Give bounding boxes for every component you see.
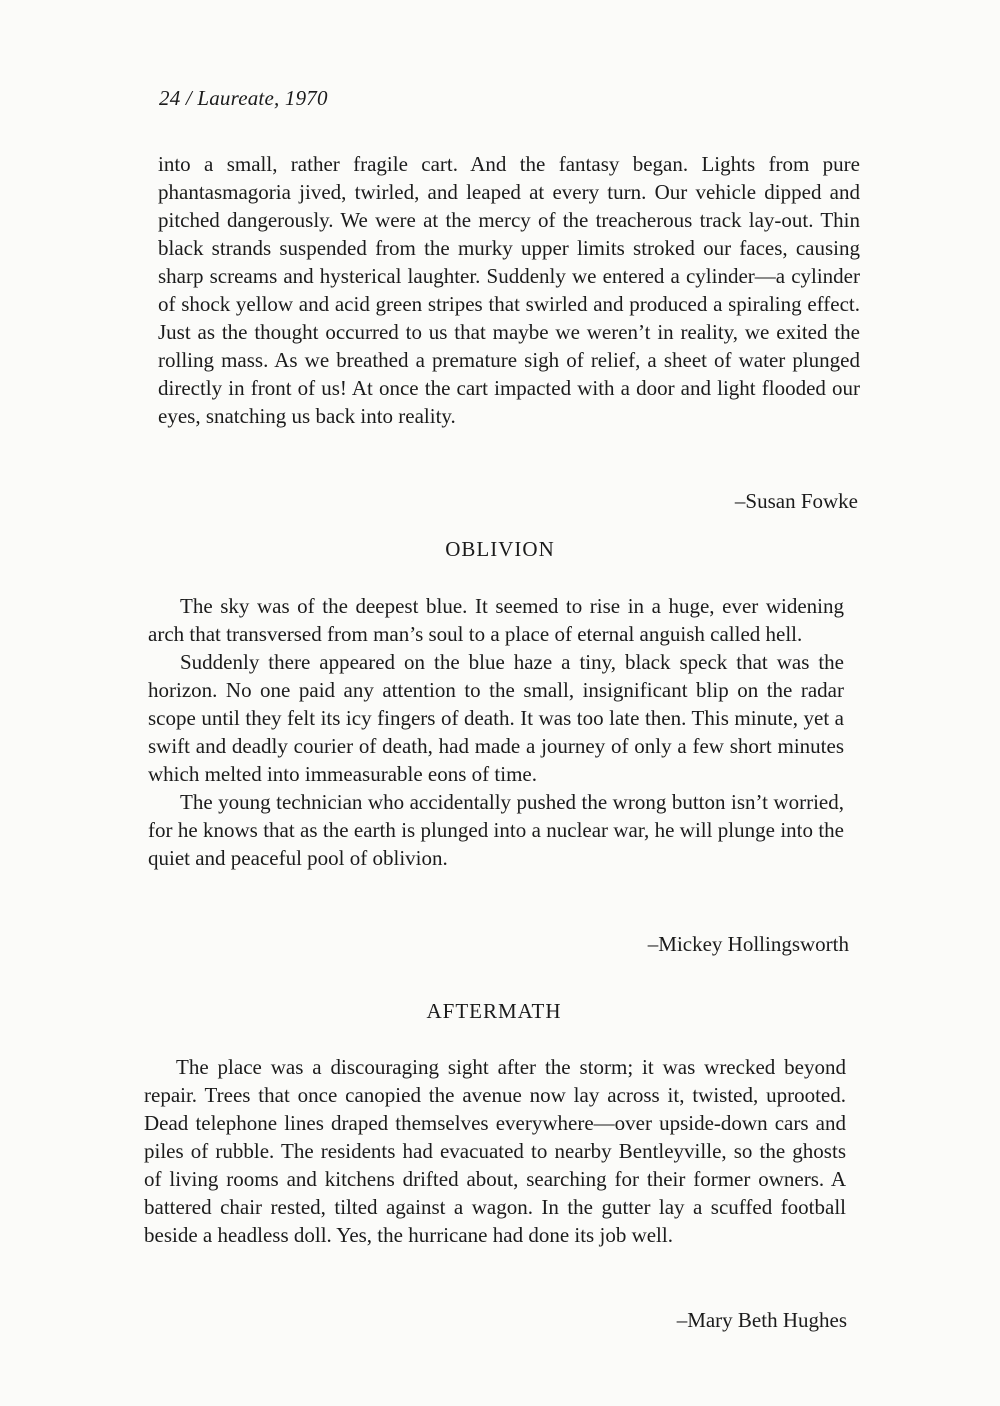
oblivion-paragraph-1: The sky was of the deepest blue. It seemed to rise in a huge, ever widening arch that transversed from man’s soul to a place of eternal anguish called hell. bbox=[148, 594, 844, 646]
continuation-paragraph: into a small, rather fragile cart. And the fantasy began. Lights from pure phantasmagoria jived, twirled, and leaped at every turn. Our vehicle dipped and pitched dangerously. We were at the mercy of the treacherous track lay-out. Thin black strands suspended from the murky upper limits stroked our faces, causing sharp screams and hysterical laughter. Suddenly we entered a cylinder—a cylinder of shock yellow and acid green stripes that swirled and produced a spiraling effect. Just as the thought occurred to us that maybe we weren’t in reality, we exited the rolling mass. As we breathed a premature sigh of relief, a sheet of water plunged directly in front of us! At once the cart impacted with a door and light flooded our eyes, snatching us back into reality. bbox=[158, 152, 860, 428]
aftermath-paragraph: The place was a discouraging sight after the storm; it was wrecked beyond repair. Trees that once canopied the avenue now lay across it, twisted, uprooted. Dead telephone lines draped themselves everywhere—over upside-down cars and piles of rubble. The residents had evacuated to nearby Bentleyville, so the ghosts of living rooms and kitchens drifted about, searching for their former owners. A battered chair rested, tilted against a wagon. In the gutter lay a scuffed football beside a headless doll. Yes, the hurricane had done its job well. bbox=[144, 1055, 846, 1247]
page-header: 24 / Laureate, 1970 bbox=[159, 86, 328, 110]
oblivion-paragraph-2: Suddenly there appeared on the blue haze a tiny, black speck that was the horizon. No one paid any attention to the small, insignificant blip on the radar scope until they felt its icy fingers of death. It was too late then. This minute, yet a swift and deadly courier of death, had made a journey of only a few short minutes which melted into immeasurable eons of time. bbox=[148, 650, 844, 786]
oblivion-title: OBLIVION bbox=[445, 537, 555, 561]
aftermath-title: AFTERMATH bbox=[426, 999, 562, 1023]
aftermath-author: –Mary Beth Hughes bbox=[676, 1308, 847, 1332]
oblivion-paragraph-3: The young technician who accidentally pushed the wrong button isn’t worried, for he knows that as the earth is plunged into a nuclear war, he will plunge into the quiet and peaceful pool of oblivion. bbox=[148, 790, 844, 870]
oblivion-body bbox=[148, 592, 844, 872]
aftermath-body bbox=[144, 1053, 846, 1249]
section-continuation-body bbox=[158, 150, 860, 430]
continuation-author: –Susan Fowke bbox=[734, 489, 858, 513]
oblivion-author: –Mickey Hollingsworth bbox=[647, 932, 849, 956]
